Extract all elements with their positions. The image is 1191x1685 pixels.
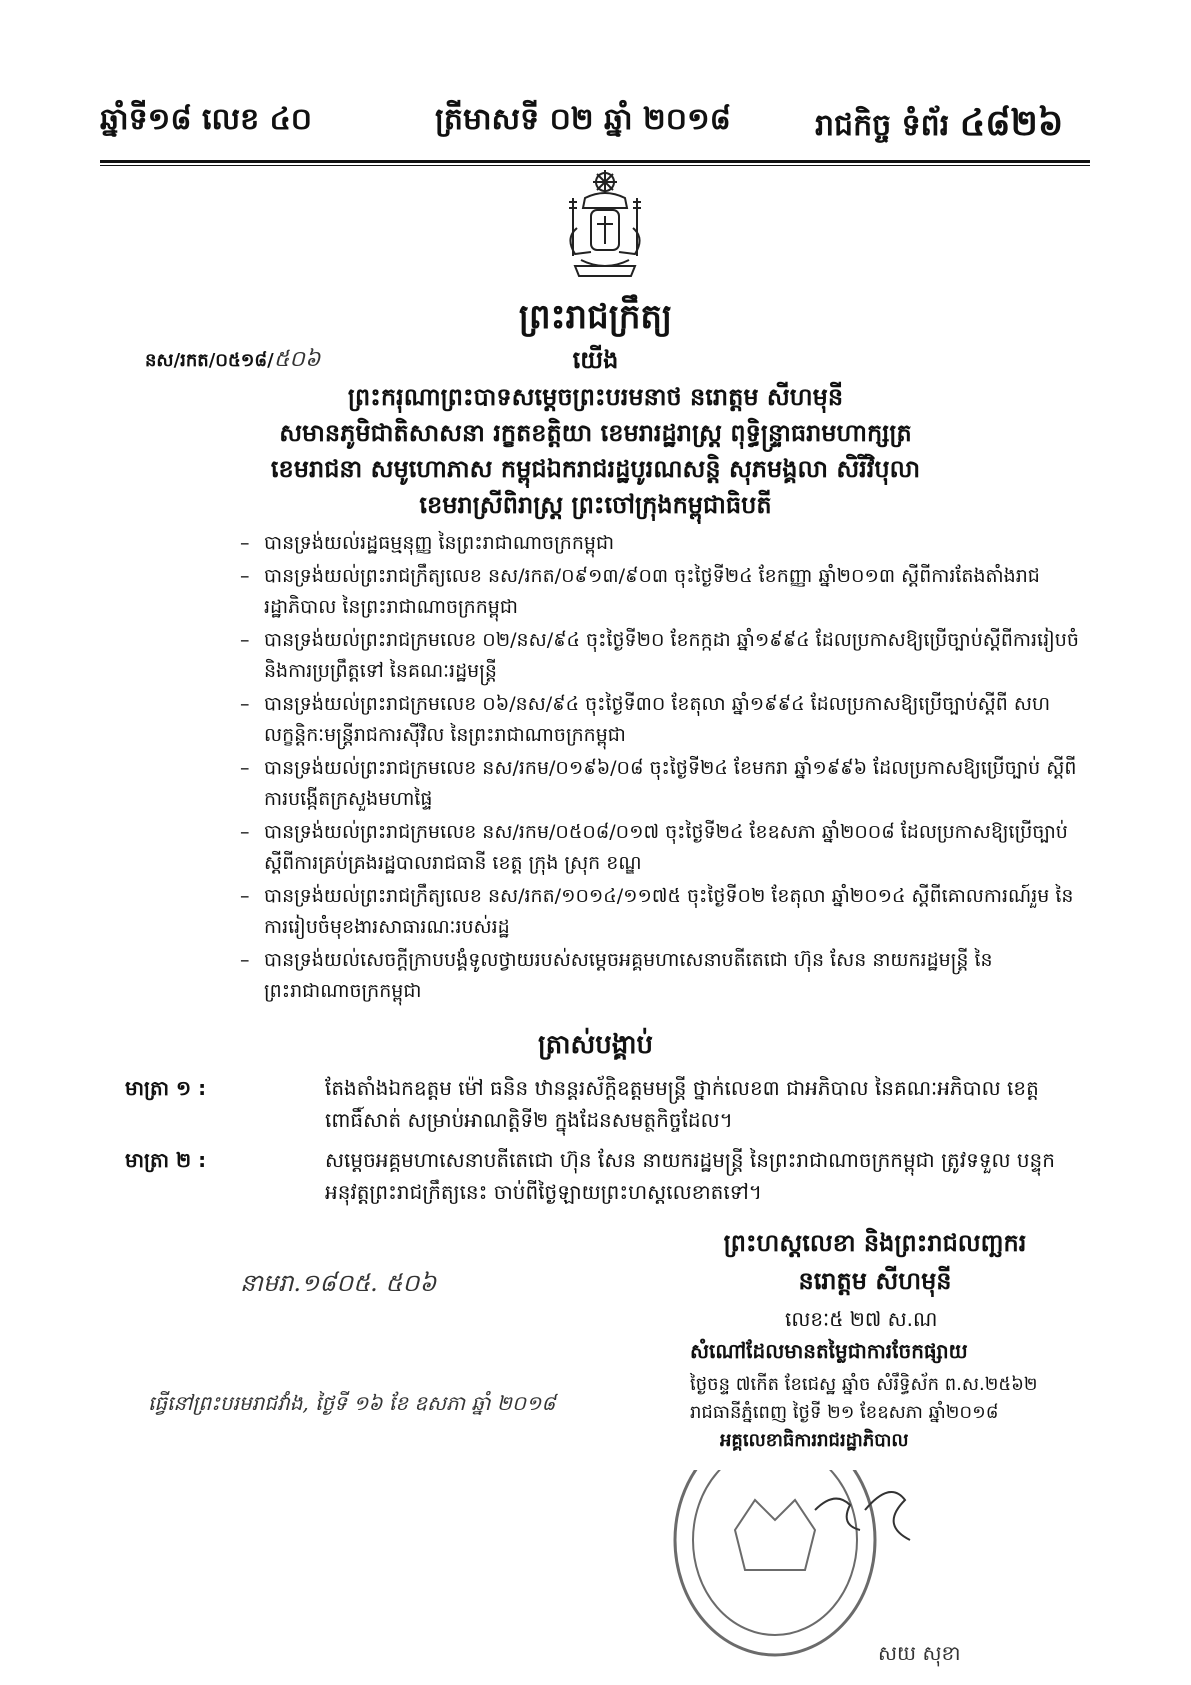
king-title-line: សមានភូមិជាតិសាសនា រក្ខតខត្តិយា ខេមរារដ្ឋរាស្ត្រ ពុទ្ធិន្ទ្រាធរាមហាក្សត្រ: [279, 419, 912, 447]
consideration-item: – បានទ្រង់យល់រដ្ឋធម្មនុញ្ញ នៃព្រះរាជាណាចក្រកម្ពុជា: [240, 532, 615, 554]
consideration-item: – បានទ្រង់យល់សេចក្តីក្រាបបង្គំទូលថ្វាយរបស់សម្តេចអគ្គមហាសេនាបតីតេជោ ហ៊ុន សែន នាយករដ្ឋមន្ត្រី នៃ ព្រះរាជាណាចក្រកម្ពុជា: [240, 949, 993, 1002]
copy-number: លេខៈ៥ ២៧ ស.ណ: [785, 1307, 938, 1331]
gazette-page-number: ៤៨២៦: [959, 103, 1064, 144]
royal-signature-name: នរោត្តម សីហមុនី: [798, 1267, 952, 1295]
handwritten-reference: នាមរា.១៨០៥. ៥០៦: [240, 1269, 437, 1297]
consideration-item: – បានទ្រង់យល់ព្រះរាជក្រឹត្យលេខ នស/រកត/០៩១៣/៩០៣ ចុះថ្ងៃទី២៤ ខែកញ្ញា ឆ្នាំ២០១៣ ស្តីពីការតែងតាំងរាជរដ្ឋាភិបាល នៃព្រះរាជាណាចក្រកម្ពុជា: [240, 565, 1040, 618]
article-2: [125, 1144, 1090, 1208]
article-label: មាត្រា ១ :: [125, 1076, 207, 1100]
consideration-item: – បានទ្រង់យល់ព្រះរាជក្រមលេខ ០៦/នស/៩៤ ចុះថ្ងៃទី៣០ ខែតុលា ឆ្នាំ១៩៩៤ ដែលប្រកាសឱ្យប្រើច្បាប់ស្តីពី សហលក្ខន្តិកៈមន្ត្រីរាជការស៊ីវិល នៃព្រះរាជាណាចក្រកម្ពុជា: [240, 693, 1051, 746]
royal-emblem-icon: [555, 168, 655, 288]
consideration-item: – បានទ្រង់យល់ព្រះរាជក្រមលេខ នស/រកម/០៥០៨/០១៧ ចុះថ្ងៃទី២៤ ខែឧសភា ឆ្នាំ២០០៨ ដែលប្រកាសឱ្យប្រើច្បាប់ ស្តីពីការគ្រប់គ្រងរដ្ឋបាលរាជធានី ខេត្ត ក្រុង ស្រុក ខណ្ឌ: [240, 821, 1068, 874]
we-heading: យើង: [572, 346, 619, 374]
consideration-item: – បានទ្រង់យល់ព្រះរាជក្រមលេខ ០២/នស/៩៤ ចុះថ្ងៃទី២០ ខែកក្កដា ឆ្នាំ១៩៩៤ ដែលប្រកាសឱ្យប្រើច្បាប់ស្តីពីការរៀបចំ និងការប្រព្រឹត្តទៅ នៃគណៈរដ្ឋមន្ត្រី: [240, 629, 1079, 682]
document-title: ព្រះរាជក្រឹត្យ: [518, 297, 673, 337]
king-title-line: ខេមរាស្រីពិរាស្ត្រ ព្រះចៅក្រុងកម្ពុជាធិបតី: [419, 491, 772, 519]
capital-date: រាជធានីភ្នំពេញ ថ្ងៃទី ២១ ខែឧសភា ឆ្នាំ២០១៨: [690, 1402, 999, 1423]
reference-number: នស/រកត/០៥១៨/៥០៦: [145, 347, 321, 372]
decrees-heading: ត្រាស់បង្គាប់: [537, 1030, 654, 1060]
lunar-date: ថ្ងៃចន្ទ ៧កើត ខែជេស្ឋ ឆ្នាំច សំរឹទ្ធិស័ក ព.ស.២៥៦២: [690, 1374, 1038, 1395]
gazette-year-issue: ឆ្នាំទី១៨ លេខ ៤០: [100, 102, 313, 137]
header-rule-thin: [100, 165, 1090, 166]
king-title-line: ខេមរាជនា សមូហោភាស កម្ពុជឯករាជរដ្ឋបូរណសន្តិ សុភមង្គលា សិរីវិបុលា: [270, 455, 921, 483]
consideration-item: – បានទ្រង់យល់ព្រះរាជក្រមលេខ នស/រកម/០១៩៦/០៨ ចុះថ្ងៃទី២៤ ខែមករា ឆ្នាំ១៩៩៦ ដែលប្រកាសឱ្យប្រើច្បាប់ ស្តីពីការបង្កើតក្រសួងមហាផ្ទៃ: [240, 757, 1077, 810]
article-label: មាត្រា ២ :: [125, 1148, 207, 1172]
royal-signature-title: ព្រះហស្តលេខា និងព្រះរាជលញ្ឆករ: [723, 1229, 1027, 1257]
done-at-line: ធ្វើនៅព្រះបរមរាជវាំង, ថ្ងៃទី ១៦ ខែ ឧសភា ឆ្នាំ ២០១៨: [148, 1391, 556, 1415]
secretariat-label: អគ្គលេខាធិការរាជរដ្ឋាភិបាល: [720, 1430, 909, 1451]
gazette-quarter: ត្រីមាសទី ០២ ឆ្នាំ ២០១៨: [435, 102, 731, 137]
king-title-line: ព្រះករុណាព្រះបាទសម្តេចព្រះបរមនាថ នរោត្តម សីហមុនី: [347, 383, 844, 411]
header-rule: [100, 160, 1090, 163]
gazette-header: [0, 100, 1191, 148]
reference-number-handwritten: ៥០៦: [273, 347, 321, 372]
consideration-item: – បានទ្រង់យល់ព្រះរាជក្រឹត្យលេខ នស/រកត/១០១៤/១១៧៥ ចុះថ្ងៃទី០២ ខែតុលា ឆ្នាំ២០១៤ ស្តីពីគោលការណ៍រួម នៃការរៀបចំមុខងារសាធារណៈរបស់រដ្ឋ: [240, 885, 1074, 938]
article-text: តែងតាំងឯកឧត្តម ម៉ៅ ធនិន ឋានន្តរស័ក្តិឧត្តមមន្ត្រី ថ្នាក់លេខ៣ ជាអភិបាល នៃគណៈអភិបាល ខេត្តពោធិ៍សាត់ សម្រាប់អាណត្តិទី២ ក្នុងដែនសមត្ថកិច្ចដែល។: [325, 1076, 1039, 1132]
article-text: សម្តេចអគ្គមហាសេនាបតីតេជោ ហ៊ុន សែន នាយករដ្ឋមន្ត្រី នៃព្រះរាជាណាចក្រកម្ពុជា ត្រូវទទួល បន្ទុកអនុវត្តព្រះរាជក្រឹត្យនេះ ចាប់ពីថ្ងៃឡាយព្រះហស្តលេខាតទៅ។: [325, 1148, 1055, 1204]
copy-label: សំណៅដែលមានតម្លៃជាការចែកផ្សាយ: [690, 1339, 968, 1363]
signer-name: សយ សុខា: [878, 1641, 961, 1665]
considerations-list: [240, 528, 1090, 1009]
gazette-page-label: រាជកិច្ច ទំព័រ ៤៨២៦: [815, 103, 1064, 144]
article-1: [125, 1072, 1090, 1136]
